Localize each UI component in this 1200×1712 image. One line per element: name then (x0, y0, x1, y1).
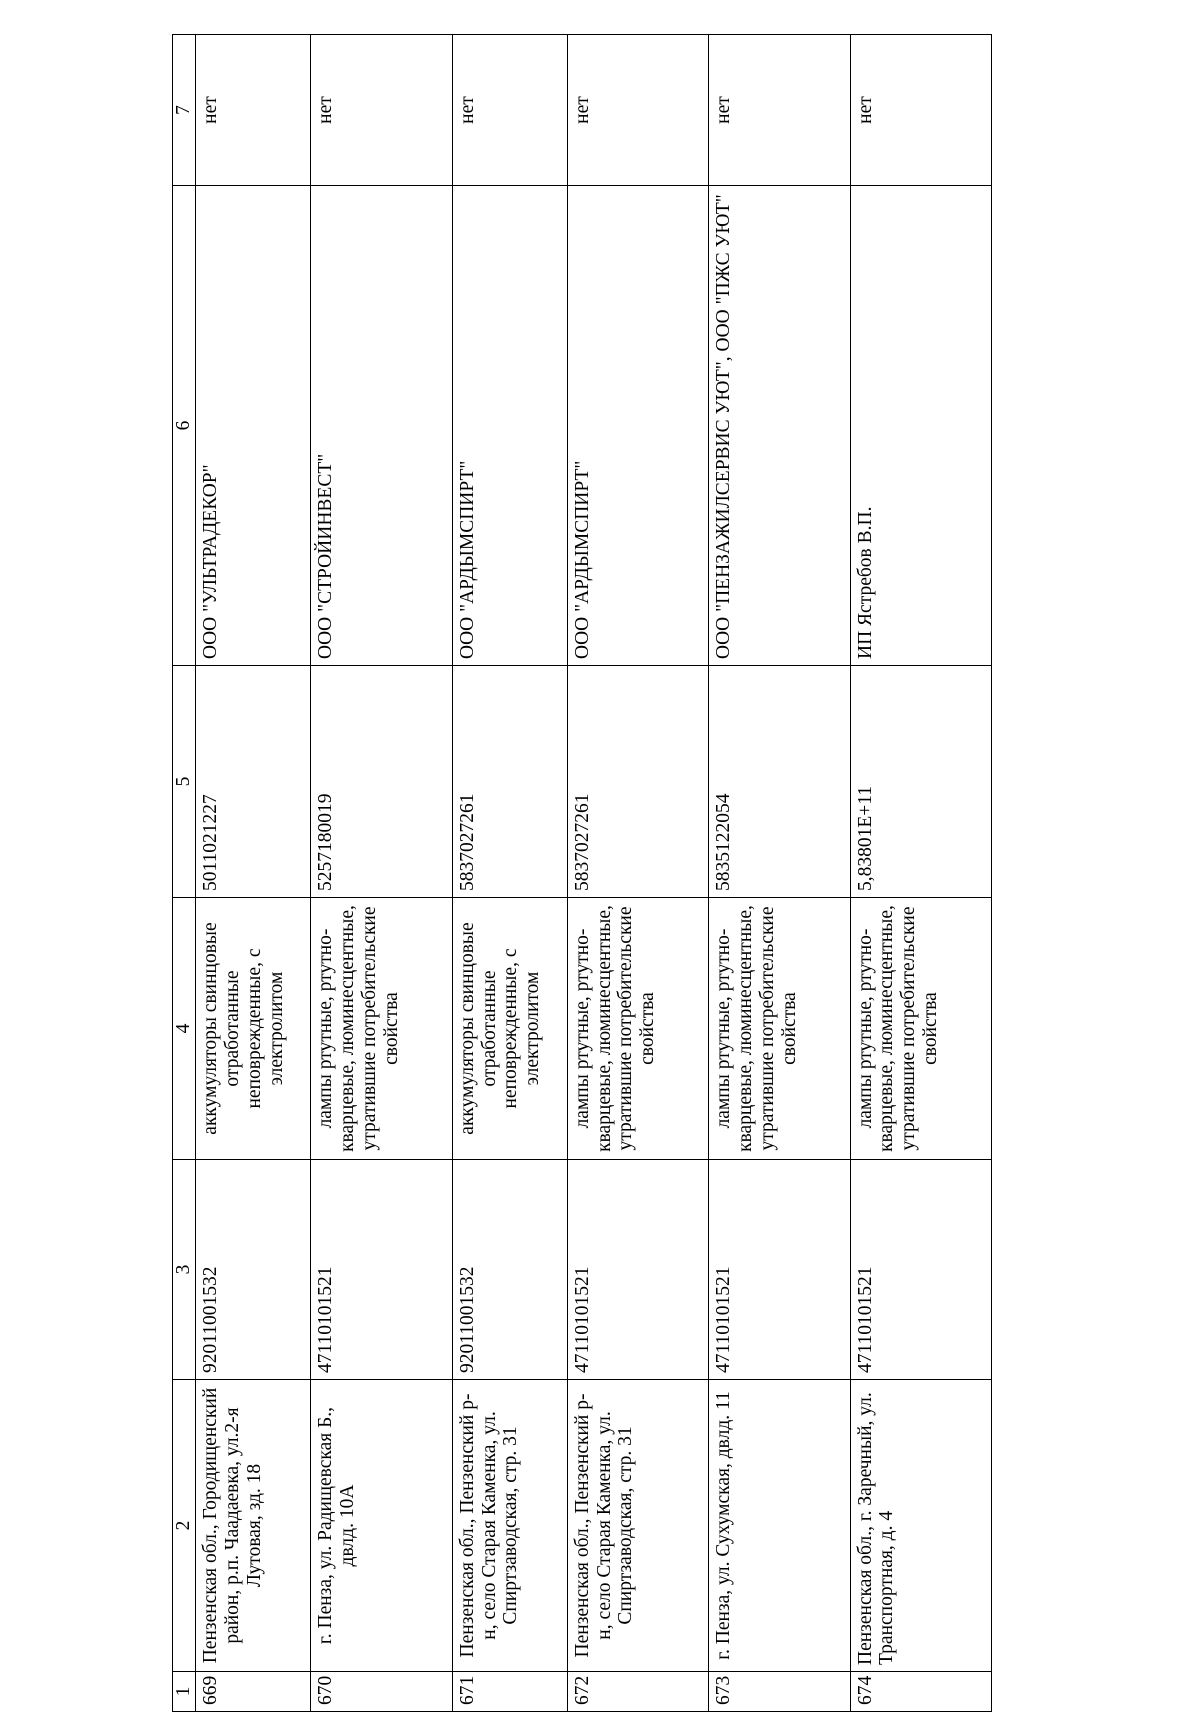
table-row (709, 35, 850, 1712)
address-cell: Пензенская обл., г. Заречный, ул. Транспортная, д. 4 (850, 1380, 991, 1672)
flag-cell: нет (567, 35, 708, 186)
row-number-cell: 674 (850, 1672, 991, 1712)
address-cell: г. Пенза, ул. Сухумская, двлд. 11 (709, 1380, 850, 1672)
address-cell: Пензенская обл., Пензенский р-н, село Старая Каменка, ул. Спиртзаводская, стр. 31 (567, 1380, 708, 1672)
waste-name-cell: аккумуляторы свинцовые отработанные неповрежденные, с электролитом (452, 898, 567, 1160)
organization-cell: ООО "ПЕНЗАЖИЛСЕРВИС УЮТ", ООО "ПЖС УЮТ" (709, 186, 850, 666)
row-number-cell: 673 (709, 1672, 850, 1712)
inn-cell: 5,83801E+11 (850, 666, 991, 898)
header-row (173, 35, 196, 1712)
header-cell-1: 1 (173, 1672, 196, 1712)
waste-name-cell: лампы ртутные, ртутно-кварцевые, люминесцентные, утратившие потребительские свойства (850, 898, 991, 1160)
waste-registry-table (172, 34, 992, 1712)
waste-name-cell: лампы ртутные, ртутно-кварцевые, люминесцентные, утратившие потребительские свойства (567, 898, 708, 1160)
address-cell: Пензенская обл., Пензенский р-н, село Старая Каменка, ул. Спиртзаводская, стр. 31 (452, 1380, 567, 1672)
waste-code-cell: 47110101521 (567, 1160, 708, 1380)
header-cell-5: 5 (173, 666, 196, 898)
waste-code-cell: 92011001532 (196, 1160, 311, 1380)
header-cell-4: 4 (173, 898, 196, 1160)
organization-cell: ООО "АРДЫМСПИРТ" (567, 186, 708, 666)
header-cell-6: 6 (173, 186, 196, 666)
flag-cell: нет (709, 35, 850, 186)
waste-name-cell: аккумуляторы свинцовые отработанные неповрежденные, с электролитом (196, 898, 311, 1160)
flag-cell: нет (452, 35, 567, 186)
waste-code-cell: 47110101521 (311, 1160, 452, 1380)
row-number-cell: 670 (311, 1672, 452, 1712)
inn-cell: 5837027261 (452, 666, 567, 898)
waste-name-cell: лампы ртутные, ртутно-кварцевые, люминесцентные, утратившие потребительские свойства (709, 898, 850, 1160)
table-row (850, 35, 991, 1712)
organization-cell: ООО "СТРОЙИНВЕСТ" (311, 186, 452, 666)
row-number-cell: 672 (567, 1672, 708, 1712)
row-number-cell: 669 (196, 1672, 311, 1712)
row-number-cell: 671 (452, 1672, 567, 1712)
header-cell-3: 3 (173, 1160, 196, 1380)
waste-name-cell: лампы ртутные, ртутно-кварцевые, люминесцентные, утратившие потребительские свойства (311, 898, 452, 1160)
organization-cell: ООО "АРДЫМСПИРТ" (452, 186, 567, 666)
organization-cell: ИП Ястребов В.П. (850, 186, 991, 666)
inn-cell: 5011021227 (196, 666, 311, 898)
table-rotation-wrapper (172, 35, 992, 1712)
inn-cell: 5837027261 (567, 666, 708, 898)
table-row (196, 35, 311, 1712)
address-cell: г. Пенза, ул. Радищевская Б., двлд. 10А (311, 1380, 452, 1672)
table-row (452, 35, 567, 1712)
inn-cell: 5257180019 (311, 666, 452, 898)
flag-cell: нет (311, 35, 452, 186)
header-cell-7: 7 (173, 35, 196, 186)
table-row (567, 35, 708, 1712)
table-row (311, 35, 452, 1712)
flag-cell: нет (196, 35, 311, 186)
flag-cell: нет (850, 35, 991, 186)
header-cell-2: 2 (173, 1380, 196, 1672)
inn-cell: 5835122054 (709, 666, 850, 898)
waste-code-cell: 92011001532 (452, 1160, 567, 1380)
address-cell: Пензенская обл., Городищенский район, р.п. Чаадаевка, ул.2-я Лутовая, зд. 18 (196, 1380, 311, 1672)
waste-code-cell: 47110101521 (850, 1160, 991, 1380)
rotated-page (172, 35, 992, 1712)
organization-cell: ООО "УЛЬТРАДЕКОР" (196, 186, 311, 666)
waste-code-cell: 47110101521 (709, 1160, 850, 1380)
